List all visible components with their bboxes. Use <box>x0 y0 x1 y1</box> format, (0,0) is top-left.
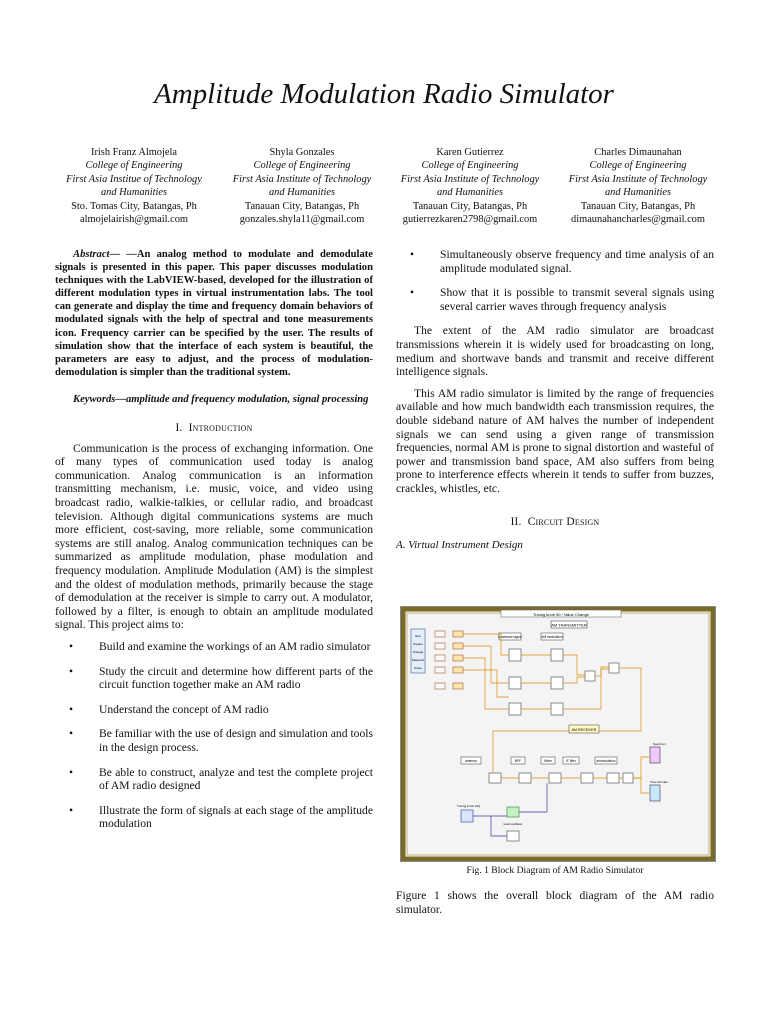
diagram-spectrum-label: Spectrum <box>653 742 666 746</box>
author-email: almojelairish@gmail.com <box>80 214 188 226</box>
list-item: • Show that it is possible to transmit several signals using several carrier waves through frequency analysis <box>410 286 714 313</box>
diagram-bpf-label: BPF <box>514 759 522 763</box>
author-inst: First Asia Institute of Technology <box>400 173 540 185</box>
author-dept: College of Engineering <box>85 160 183 172</box>
author-inst-2: and Humanities <box>604 187 672 199</box>
author-city: Tanauan City, Batangas, Ph <box>580 200 696 212</box>
author-4 <box>556 146 720 226</box>
author-inst-2: and Humanities <box>436 187 504 199</box>
author-city: Sto. Tomas City, Batangas, Ph <box>71 200 197 212</box>
block-diagram-figure <box>400 606 716 862</box>
diagram-time-domain-label: Time Domain <box>650 780 668 784</box>
paper-title: Amplitude Modulation Radio Simulator <box>154 78 614 110</box>
aims-list <box>55 640 373 831</box>
author-name: Charles Dimaunahan <box>594 147 682 158</box>
svg-text:Noise: Noise <box>414 666 422 670</box>
diagram-demodulation-label: demodulation <box>596 759 616 763</box>
abstract <box>55 248 373 379</box>
figure-description-paragraph: Figure 1 shows the overall block diagram of the AM radio simulator. <box>396 889 714 916</box>
block-diagram <box>401 607 715 861</box>
author-2 <box>220 146 384 226</box>
author-city: Tanauan City, Batangas, Ph <box>412 200 528 212</box>
author-inst-2: and Humanities <box>268 187 336 199</box>
diagram-am-modulation-label: AM modulation <box>541 635 563 639</box>
subsection-heading: A. Virtual Instrument Design <box>396 539 523 552</box>
list-item: • Study the circuit and determine how different parts of the circuit function together make an AM radio <box>69 665 373 692</box>
author-email: dimaunahancharles@gmail.com <box>571 214 705 226</box>
author-inst-2: and Humanities <box>100 187 168 199</box>
section-heading-introduction <box>55 422 373 436</box>
intro-paragraph: Communication is the process of exchanging information. One of many types of communication used today is analog communication. Analog communication is an information transmitting mechanism, i.e. music, voice, and video using broadcast radio, walkie-talkies, or cellular radio, and broadcast television. Although digital communications systems are much more efficient, cost-saving, more reliable, some communication systems are still analog. Analog communication techniques can be summarized as amplitude modulation, phase modulation and frequency modulation. Amplitude Modulation (AM) is the simplest and the oldest of modulation methods, primarily because the stage of demodulation at the receiver is simple to carry out. A modulator, followed by a filter, is enough to obtain an amplitude modulated signal. This project aims to: <box>55 441 373 632</box>
author-dept: College of Engineering <box>253 160 351 172</box>
diagram-if-filter-label: IF filter <box>566 759 576 763</box>
author-block <box>52 146 720 226</box>
author-dept: College of Engineering <box>421 160 519 172</box>
left-column <box>55 248 373 842</box>
diagram-receiver-label: AM RECEIVER <box>571 728 597 732</box>
diagram-local-osc-label: local oscillator <box>503 822 523 826</box>
author-email: gonzales.shyla11@gmail.com <box>239 214 365 226</box>
section-heading-circuit-design <box>396 516 714 530</box>
list-item: • Simultaneously observe frequency and time analysis of an amplitude modulated signal. <box>410 248 714 275</box>
diagram-transmitter-label: AM TRANSMITTER <box>551 622 587 628</box>
list-item: • Build and examine the workings of an AM radio simulator <box>69 640 373 654</box>
svg-text:Sine: Sine <box>414 634 422 638</box>
diagram-mixer-label: Mixer <box>544 759 552 763</box>
section-title: Circuit Design <box>527 515 600 528</box>
section-number: I. <box>175 422 183 435</box>
author-name: Shyla Gonzales <box>269 147 335 158</box>
list-item: • Be able to construct, analyze and test the complete project of AM radio designed <box>69 766 373 793</box>
list-item: • Illustrate the form of signals at each stage of the amplitude modulation <box>69 804 373 831</box>
author-inst: First Asia Institute of Technology <box>232 173 372 185</box>
author-name: Irish Franz Almojela <box>91 147 177 158</box>
author-3 <box>388 146 552 226</box>
keywords: Keywords—amplitude and frequency modulation, signal processing <box>73 393 369 405</box>
diagram-top-tab: Tuning knob 90 / Value Change <box>533 612 589 617</box>
author-name: Karen Gutierrez <box>436 147 504 158</box>
diagram-antenna-label: antenna <box>465 759 477 763</box>
author-inst: First Asia Institue of Technology <box>66 173 202 185</box>
author-city: Tanauan City, Batangas, Ph <box>244 200 360 212</box>
list-item: • Understand the concept of AM radio <box>69 703 373 717</box>
abstract-lead: Abstract <box>73 249 110 260</box>
section-title: Introduction <box>188 422 253 435</box>
author-inst: First Asia Institute of Technology <box>568 173 708 185</box>
limitation-paragraph: This AM radio simulator is limited by the range of frequencies available and how much bandwidth each transmission requires, the double sideband nature of AM halves the number of independent signals we can send using a given range of transmission frequencies, normal AM is prone to signal distortion and wasteful of power and transmission band space, AM also suffers from being prone to interference effects wherein it tends to suffer from buzzes, crackles, whistles, etc. <box>396 386 714 495</box>
author-dept: College of Engineering <box>589 160 687 172</box>
author-email: gutierrezkaren2798@gmail.com <box>402 214 538 226</box>
list-item: • Be familiar with the use of design and simulation and tools in the design process. <box>69 727 373 754</box>
aims-list-continued <box>396 248 714 313</box>
diagram-baseband-label: baseband signal <box>498 635 522 639</box>
extent-paragraph: The extent of the AM radio simulator are broadcast transmissions wherein it is widely used for broadcasting on long, medium and shortwave bands and transmit and receive different intelligence signals. <box>396 324 714 379</box>
abstract-text: — —An analog method to modulate and demodulate signals is presented in this paper. This paper discusses modulation techniques with the LabVIEW-based, developed for the illustration of different modulation types in virtual instrumentation labs. The tool can generate and display the time and frequency domain behaviors of modulated signals with the help of spectral and tone measurements icon. Frequency carrier can be specified by the user. The results of simulation show that the interface of each system is beautiful, the parameters are easy to adjust, and the process of modulation-demodulation is simpler than the traditional system. <box>55 249 373 378</box>
diagram-tuning-knob-label: Tuning Knob [Hz] <box>457 804 481 808</box>
svg-text:Square: Square <box>413 642 423 646</box>
svg-text:Triangle: Triangle <box>412 650 424 654</box>
author-1 <box>52 146 216 226</box>
right-column <box>396 248 714 567</box>
figure-caption: Fig. 1 Block Diagram of AM Radio Simulator <box>466 865 644 876</box>
section-number: II. <box>510 515 522 528</box>
svg-text:Sawtooth: Sawtooth <box>411 658 425 662</box>
